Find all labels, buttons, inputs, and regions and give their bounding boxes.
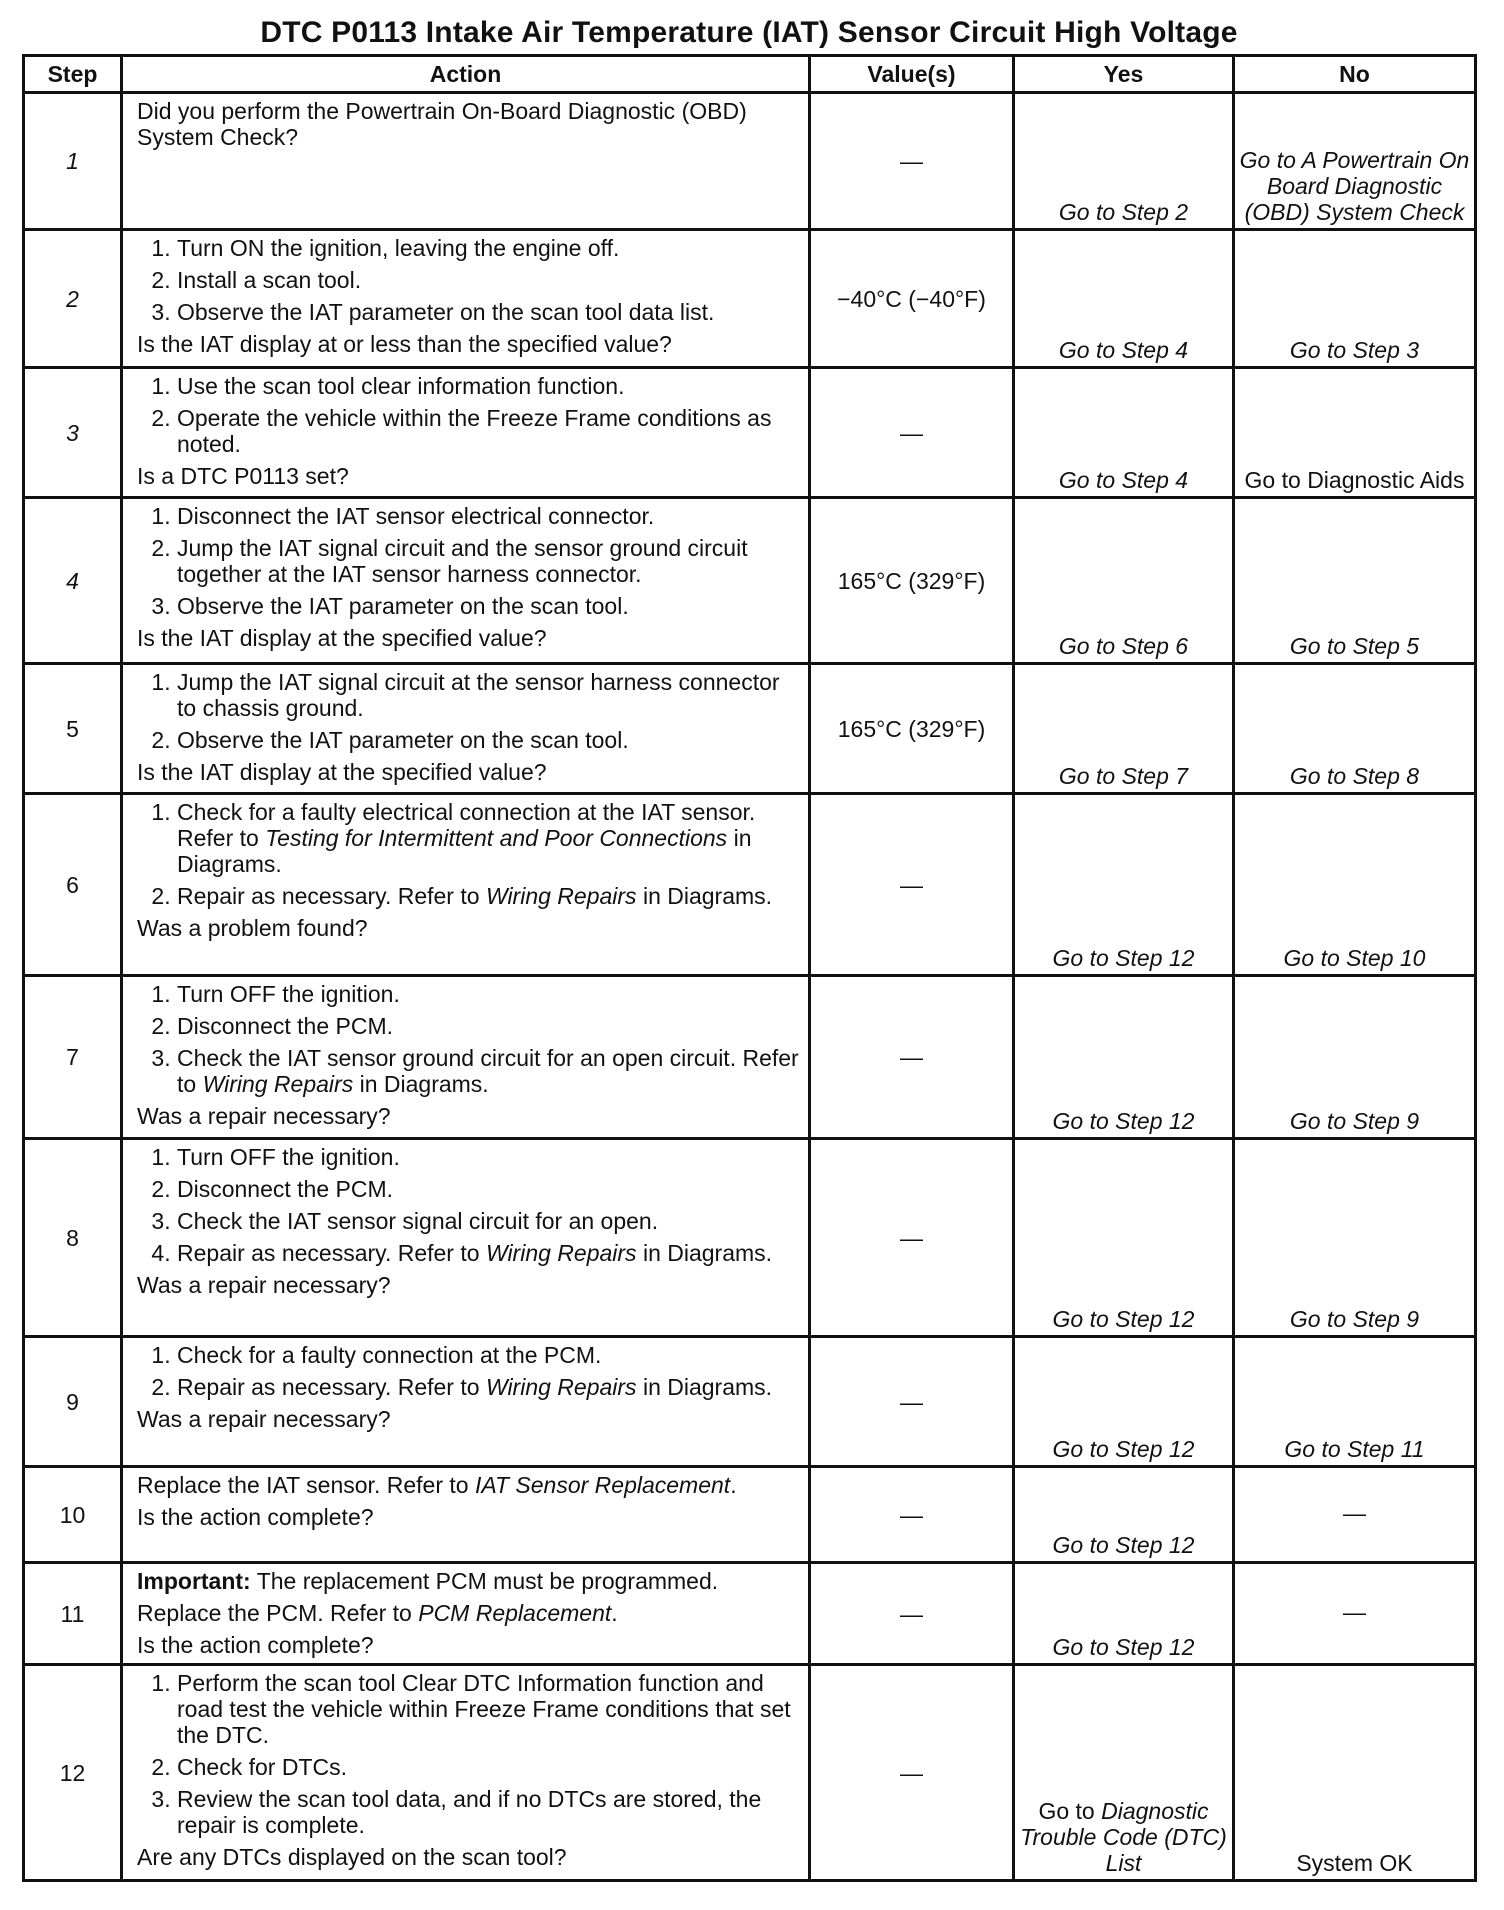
no-cell: Go to Step 5 (1234, 498, 1476, 664)
yes-cell: Go to Step 12 (1014, 1139, 1234, 1337)
header-yes: Yes (1014, 56, 1234, 93)
value-cell: — (810, 368, 1014, 498)
value-cell: 165°C (329°F) (810, 498, 1014, 664)
step-number: 3 (24, 368, 122, 498)
header-step: Step (24, 56, 122, 93)
important-note: Important: The replacement PCM must be programmed. (137, 1568, 719, 1594)
header-values: Value(s) (810, 56, 1014, 93)
table-row (24, 230, 1476, 368)
no-cell: Go to Step 8 (1234, 664, 1476, 794)
no-cell: Go to Step 9 (1234, 976, 1476, 1139)
table-row (24, 93, 1476, 230)
action-item: 1. Check for a faulty electrical connection at the IAT sensor. Refer to Testing for Intermittent and Poor Connections in Diagrams. (177, 799, 800, 877)
action-cell (122, 230, 810, 368)
step-number: 7 (24, 976, 122, 1139)
table-row (24, 1467, 1476, 1563)
yes-cell: Go to Step 12 (1014, 794, 1234, 976)
step-number: 4 (24, 498, 122, 664)
action-item: 1. Disconnect the IAT sensor electrical connector. (177, 503, 800, 529)
action-cell (122, 976, 810, 1139)
action-text: Replace the IAT sensor. Refer to IAT Sensor Replacement. (137, 1472, 737, 1498)
action-cell (122, 1665, 810, 1881)
table-row (24, 664, 1476, 794)
action-cell (122, 664, 810, 794)
yes-cell: Go to Step 7 (1014, 664, 1234, 794)
action-text: Replace the PCM. Refer to PCM Replacement. (137, 1600, 618, 1626)
step-number: 5 (24, 664, 122, 794)
value-cell: — (810, 1337, 1014, 1467)
step-number: 2 (24, 230, 122, 368)
action-question: Are any DTCs displayed on the scan tool? (137, 1844, 567, 1870)
action-item: 2. Disconnect the PCM. (177, 1013, 800, 1039)
action-cell (122, 498, 810, 664)
value-cell: 165°C (329°F) (810, 664, 1014, 794)
action-list (137, 799, 800, 909)
action-item: 1. Turn ON the ignition, leaving the engine off. (177, 235, 800, 261)
action-item: 1. Check for a faulty connection at the PCM. (177, 1342, 800, 1368)
action-item: 3. Observe the IAT parameter on the scan tool. (177, 593, 800, 619)
value-cell: — (810, 794, 1014, 976)
action-item: 3. Check the IAT sensor ground circuit for an open circuit. Refer to Wiring Repairs in Diagrams. (177, 1045, 800, 1097)
action-question: Is the IAT display at the specified value? (137, 625, 547, 651)
action-item: 2. Jump the IAT signal circuit and the sensor ground circuit together at the IAT sensor harness connector. (177, 535, 800, 587)
yes-cell: Go to Step 12 (1014, 1337, 1234, 1467)
action-question: Was a repair necessary? (137, 1406, 391, 1432)
yes-cell: Go to Diagnostic Trouble Code (DTC) List (1014, 1665, 1234, 1881)
yes-cell: Go to Step 4 (1014, 230, 1234, 368)
action-cell (122, 1467, 810, 1563)
action-cell (122, 794, 810, 976)
action-item: 2. Operate the vehicle within the Freeze Frame conditions as noted. (177, 405, 800, 457)
step-number: 8 (24, 1139, 122, 1337)
no-cell: Go to Step 11 (1234, 1337, 1476, 1467)
header-action: Action (122, 56, 810, 93)
action-question: Was a repair necessary? (137, 1272, 391, 1298)
action-item: 3. Review the scan tool data, and if no DTCs are stored, the repair is complete. (177, 1786, 800, 1838)
no-cell: — (1234, 1467, 1476, 1563)
no-cell: Go to Step 3 (1234, 230, 1476, 368)
table-row (24, 1665, 1476, 1881)
step-number: 6 (24, 794, 122, 976)
action-item: 2. Check for DTCs. (177, 1754, 800, 1780)
action-item: 1. Turn OFF the ignition. (177, 981, 800, 1007)
action-list (137, 669, 800, 753)
action-item: 1. Perform the scan tool Clear DTC Information function and road test the vehicle within Freeze Frame conditions that set the DTC. (177, 1670, 800, 1748)
table-row (24, 1563, 1476, 1665)
table-row (24, 1139, 1476, 1337)
value-cell: — (810, 1139, 1014, 1337)
table-row (24, 1337, 1476, 1467)
action-item: 2. Repair as necessary. Refer to Wiring Repairs in Diagrams. (177, 1374, 800, 1400)
action-question: Is the action complete? (137, 1504, 374, 1530)
action-list (137, 235, 800, 325)
action-item: 2. Observe the IAT parameter on the scan tool. (177, 727, 800, 753)
action-list (137, 1670, 800, 1838)
table-row (24, 498, 1476, 664)
value-cell: — (810, 976, 1014, 1139)
action-cell (122, 1337, 810, 1467)
no-cell: Go to Diagnostic Aids (1234, 368, 1476, 498)
action-question: Is the action complete? (137, 1632, 374, 1658)
page-title: DTC P0113 Intake Air Temperature (IAT) Sensor Circuit High Voltage (260, 16, 1238, 49)
table-row (24, 976, 1476, 1139)
action-question: Is the IAT display at the specified value? (137, 759, 547, 785)
step-number: 1 (24, 93, 122, 230)
action-question: Is a DTC P0113 set? (137, 463, 349, 489)
no-cell: — (1234, 1563, 1476, 1665)
action-item: 4. Repair as necessary. Refer to Wiring Repairs in Diagrams. (177, 1240, 800, 1266)
action-list (137, 981, 800, 1097)
table-row (24, 368, 1476, 498)
value-cell: — (810, 93, 1014, 230)
header-row (24, 56, 1476, 93)
action-text: Did you perform the Powertrain On-Board Diagnostic (OBD) System Check? (137, 98, 747, 150)
yes-cell: Go to Step 12 (1014, 976, 1234, 1139)
action-cell (122, 1563, 810, 1665)
value-cell: −40°C (−40°F) (810, 230, 1014, 368)
yes-cell: Go to Step 12 (1014, 1467, 1234, 1563)
action-cell (122, 368, 810, 498)
action-item: 3. Check the IAT sensor signal circuit for an open. (177, 1208, 800, 1234)
action-item: 2. Disconnect the PCM. (177, 1176, 800, 1202)
no-cell: System OK (1234, 1665, 1476, 1881)
action-list (137, 503, 800, 619)
action-cell (122, 1139, 810, 1337)
step-number: 9 (24, 1337, 122, 1467)
value-cell: — (810, 1467, 1014, 1563)
header-no: No (1234, 56, 1476, 93)
action-item: 2. Install a scan tool. (177, 267, 800, 293)
action-list (137, 373, 800, 457)
action-item: 1. Turn OFF the ignition. (177, 1144, 800, 1170)
step-number: 11 (24, 1563, 122, 1665)
action-question: Was a repair necessary? (137, 1103, 391, 1129)
action-question: Is the IAT display at or less than the specified value? (137, 331, 672, 357)
action-item: 1. Use the scan tool clear information function. (177, 373, 800, 399)
action-question: Was a problem found? (137, 915, 368, 941)
action-list (137, 1144, 800, 1266)
no-cell: Go to A Powertrain On Board Diagnostic (OBD) System Check (1234, 93, 1476, 230)
action-item: 3. Observe the IAT parameter on the scan tool data list. (177, 299, 800, 325)
value-cell: — (810, 1563, 1014, 1665)
step-number: 12 (24, 1665, 122, 1881)
table-row (24, 794, 1476, 976)
step-number: 10 (24, 1467, 122, 1563)
action-list (137, 1342, 800, 1400)
yes-cell: Go to Step 4 (1014, 368, 1234, 498)
no-cell: Go to Step 10 (1234, 794, 1476, 976)
yes-cell: Go to Step 12 (1014, 1563, 1234, 1665)
action-item: 2. Repair as necessary. Refer to Wiring Repairs in Diagrams. (177, 883, 800, 909)
action-item: 1. Jump the IAT signal circuit at the sensor harness connector to chassis ground. (177, 669, 800, 721)
yes-cell: Go to Step 6 (1014, 498, 1234, 664)
action-cell (122, 93, 810, 230)
no-cell: Go to Step 9 (1234, 1139, 1476, 1337)
yes-cell: Go to Step 2 (1014, 93, 1234, 230)
value-cell: — (810, 1665, 1014, 1881)
diagnostic-table (22, 54, 1477, 1882)
